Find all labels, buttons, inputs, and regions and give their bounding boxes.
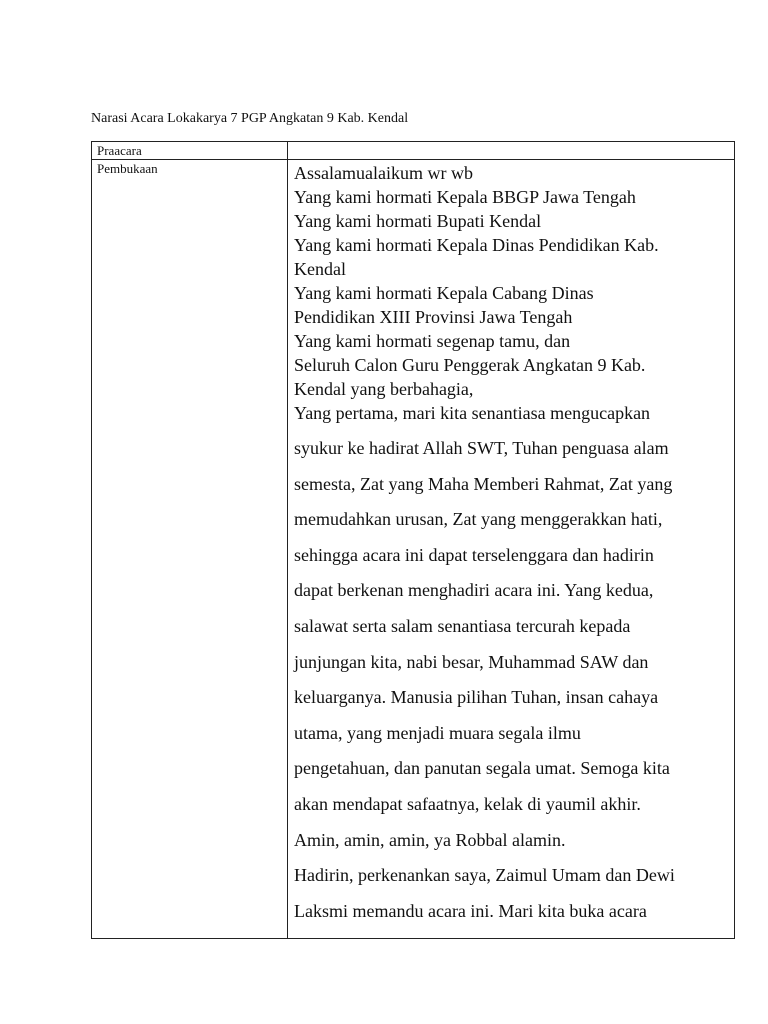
opening-paragraph (294, 401, 726, 929)
paragraph-line: pengetahuan, dan panutan segala umat. Semoga kita (294, 758, 670, 779)
row-label-pembukaan: Pembukaan (97, 161, 158, 176)
paragraph-line: syukur ke hadirat Allah SWT, Tuhan penguasa alam (294, 438, 669, 458)
table-cell-content (288, 142, 735, 160)
paragraph-line: junjungan kita, nabi besar, Muhammad SAW dan (294, 651, 649, 672)
greeting-block (294, 160, 726, 401)
paragraph-line: memudahkan urusan, Zat yang menggerakkan hati, (294, 509, 663, 530)
paragraph-line: Laksmi memandu acara ini. Mari kita buka acara (294, 900, 647, 921)
paragraph-line: Yang pertama, mari kita senantiasa mengucapkan (294, 403, 651, 423)
paragraph-line: akan mendapat safaatnya, kelak di yaumil akhir. (294, 793, 641, 814)
table-cell-content (288, 160, 735, 939)
paragraph-line: semesta, Zat yang Maha Memberi Rahmat, Zat yang (294, 473, 673, 494)
paragraph-line: keluarganya. Manusia pilihan Tuhan, insan cahaya (294, 687, 659, 708)
narasi-table (91, 141, 735, 939)
greeting-line: Yang kami hormati Kepala Dinas Pendidikan Kab. (294, 235, 659, 255)
paragraph-line: dapat berkenan menghadiri acara ini. Yang kedua, (294, 580, 654, 601)
greeting-line: Kendal yang berbahagia, (294, 379, 474, 399)
document-title: Narasi Acara Lokakarya 7 PGP Angkatan 9 Kab. Kendal (91, 111, 409, 126)
greeting-line: Yang kami hormati Kepala BBGP Jawa Tengah (294, 187, 636, 207)
greeting-line: Assalamualaikum wr wb (294, 163, 473, 183)
paragraph-line: utama, yang menjadi muara segala ilmu (294, 722, 581, 743)
table-cell-label (92, 160, 288, 939)
table-cell-label (92, 142, 288, 160)
table-row (92, 142, 735, 160)
greeting-line: Kendal (294, 259, 346, 279)
greeting-line: Yang kami hormati segenap tamu, dan (294, 331, 571, 351)
table-row (92, 160, 735, 939)
paragraph-line: Hadirin, perkenankan saya, Zaimul Umam dan Dewi (294, 865, 675, 886)
row-label-praacara: Praacara (97, 143, 142, 158)
greeting-line: Pendidikan XIII Provinsi Jawa Tengah (294, 307, 573, 327)
greeting-line: Yang kami hormati Kepala Cabang Dinas (294, 283, 594, 303)
paragraph-line: salawat serta salam senantiasa tercurah kepada (294, 615, 631, 636)
greeting-line: Yang kami hormati Bupati Kendal (294, 211, 542, 231)
paragraph-line: Amin, amin, amin, ya Robbal alamin. (294, 829, 566, 850)
paragraph-line: sehingga acara ini dapat terselenggara dan hadirin (294, 544, 654, 565)
greeting-line: Seluruh Calon Guru Penggerak Angkatan 9 Kab. (294, 355, 646, 375)
